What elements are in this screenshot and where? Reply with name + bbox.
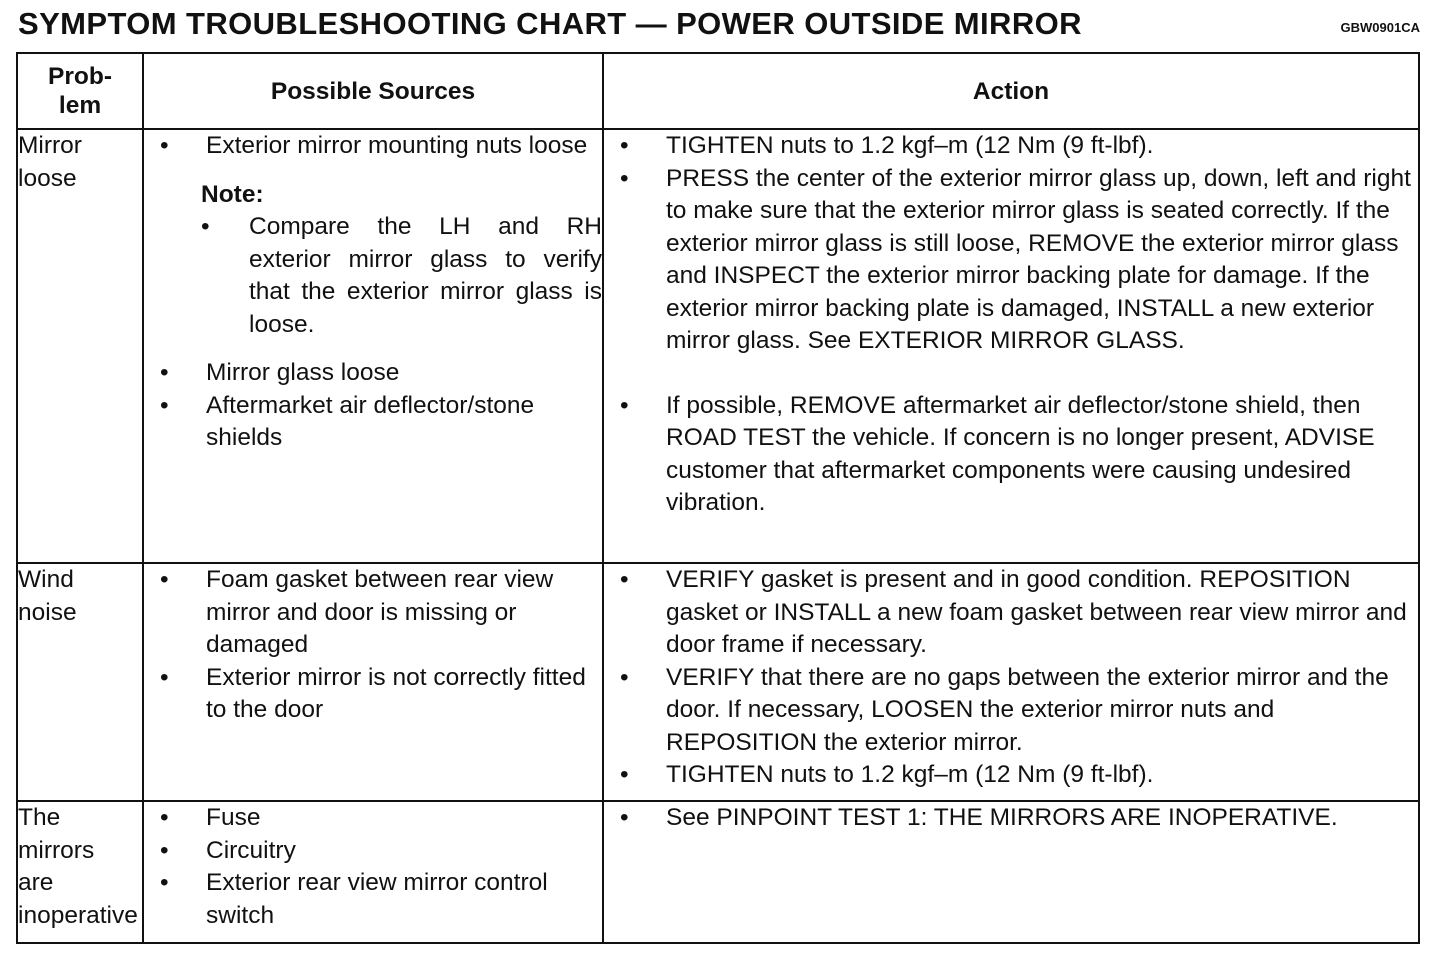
bullet-icon: • bbox=[620, 164, 629, 192]
sources-cell bbox=[143, 801, 603, 943]
list-item bbox=[144, 390, 602, 455]
bullet-icon: • bbox=[160, 836, 169, 864]
list-item bbox=[144, 867, 602, 932]
source-text: Exterior rear view mirror control switch bbox=[206, 869, 548, 929]
list-item bbox=[604, 662, 1418, 760]
bullet-icon: • bbox=[160, 359, 169, 386]
troubleshooting-table bbox=[16, 52, 1420, 944]
list-item bbox=[604, 564, 1418, 662]
bullet-icon: • bbox=[620, 663, 629, 691]
bullet-icon: • bbox=[620, 132, 629, 159]
action-text: TIGHTEN nuts to 1.2 kgf–m (12 Nm (9 ft-lbf). bbox=[666, 761, 1154, 788]
spacer bbox=[604, 358, 1418, 390]
problem-cell bbox=[17, 801, 143, 943]
table-row bbox=[17, 563, 1419, 801]
column-header-problem: Prob- lem bbox=[17, 53, 143, 129]
source-text: Fuse bbox=[206, 804, 261, 831]
action-text: VERIFY gasket is present and in good condition. REPOSITION gasket or INSTALL a new foam gasket between rear view mirror and door frame if necessary. bbox=[666, 566, 1407, 658]
table-row bbox=[17, 801, 1419, 943]
chart-header bbox=[18, 6, 1420, 46]
action-text: PRESS the center of the exterior mirror glass up, down, left and right to make sure that the exterior mirror glass is seated correctly. If the exterior mirror glass is still loose, REMOVE the exterior mirror glass and INSPECT the exterior mirror backing plate for damage. If the exterior mirror backing plate is damaged, INSTALL a new exterior mirror glass. See EXTERIOR MIRROR GLASS. bbox=[666, 164, 1411, 354]
action-text: VERIFY that there are no gaps between the exterior mirror and the door. If necessary, LOOSEN the exterior mirror nuts and REPOSITION the exterior mirror. bbox=[666, 663, 1389, 756]
problem-cell bbox=[17, 129, 143, 563]
sources-cell bbox=[143, 563, 603, 801]
action-cell bbox=[603, 129, 1419, 563]
bullet-icon: • bbox=[160, 391, 169, 419]
sources-cell bbox=[143, 129, 603, 563]
list-item bbox=[604, 759, 1418, 792]
source-text: Aftermarket air deflector/stone shields bbox=[206, 391, 535, 451]
bullet-icon: • bbox=[160, 804, 169, 831]
action-text: TIGHTEN nuts to 1.2 kgf–m (12 Nm (9 ft-lbf). bbox=[666, 132, 1154, 159]
table-row bbox=[17, 129, 1419, 563]
action-text: See PINPOINT TEST 1: THE MIRRORS ARE INOPERATIVE. bbox=[666, 804, 1338, 831]
problem-cell bbox=[17, 563, 143, 801]
list-item bbox=[144, 802, 602, 835]
bullet-icon: • bbox=[620, 391, 629, 419]
action-text: If possible, REMOVE aftermarket air deflector/stone shield, then ROAD TEST the vehicle. If concern is no longer present, ADVISE customer that aftermarket components were causing undesired vibration. bbox=[666, 391, 1375, 516]
chart-title: SYMPTOM TROUBLESHOOTING CHART — POWER OUTSIDE MIRROR bbox=[18, 6, 1082, 41]
problem-text: Wind noise bbox=[18, 566, 77, 626]
source-text: Circuitry bbox=[206, 836, 296, 864]
source-text: Foam gasket between rear view mirror and door is missing or damaged bbox=[206, 566, 554, 658]
column-header-sources: Possible Sources bbox=[143, 53, 603, 129]
source-text: Mirror glass loose bbox=[206, 359, 400, 386]
table-header-row bbox=[17, 53, 1419, 129]
figure-code: GBW0901CA bbox=[1340, 20, 1420, 35]
bullet-icon: • bbox=[620, 804, 629, 831]
list-item bbox=[144, 564, 602, 662]
action-cell bbox=[603, 801, 1419, 943]
note-text: Compare the LH and RH exterior mirror glass to verify that the exterior mirror glass is loose. bbox=[249, 213, 602, 338]
bullet-icon: • bbox=[620, 566, 629, 593]
list-item bbox=[144, 130, 602, 163]
problem-text: Mirror loose bbox=[18, 132, 82, 192]
list-item bbox=[604, 163, 1418, 358]
bullet-icon: • bbox=[160, 663, 169, 691]
source-text: Exterior mirror is not correctly fitted to the door bbox=[206, 663, 586, 723]
bullet-icon: • bbox=[160, 869, 169, 896]
list-item bbox=[144, 357, 602, 390]
action-cell bbox=[603, 563, 1419, 801]
list-item bbox=[144, 662, 602, 727]
note-block bbox=[201, 179, 602, 342]
problem-text: The mirrors are inoperative bbox=[18, 804, 138, 929]
bullet-icon: • bbox=[201, 213, 210, 240]
source-text: Exterior mirror mounting nuts loose bbox=[206, 132, 588, 159]
list-item bbox=[144, 835, 602, 868]
column-header-action: Action bbox=[603, 53, 1419, 129]
list-item bbox=[604, 802, 1418, 835]
bullet-icon: • bbox=[160, 132, 169, 159]
list-item bbox=[604, 130, 1418, 163]
bullet-icon: • bbox=[160, 566, 169, 593]
note-title: Note: bbox=[201, 180, 264, 208]
bullet-icon: • bbox=[620, 761, 629, 788]
list-item bbox=[604, 390, 1418, 520]
note-item bbox=[201, 211, 602, 341]
